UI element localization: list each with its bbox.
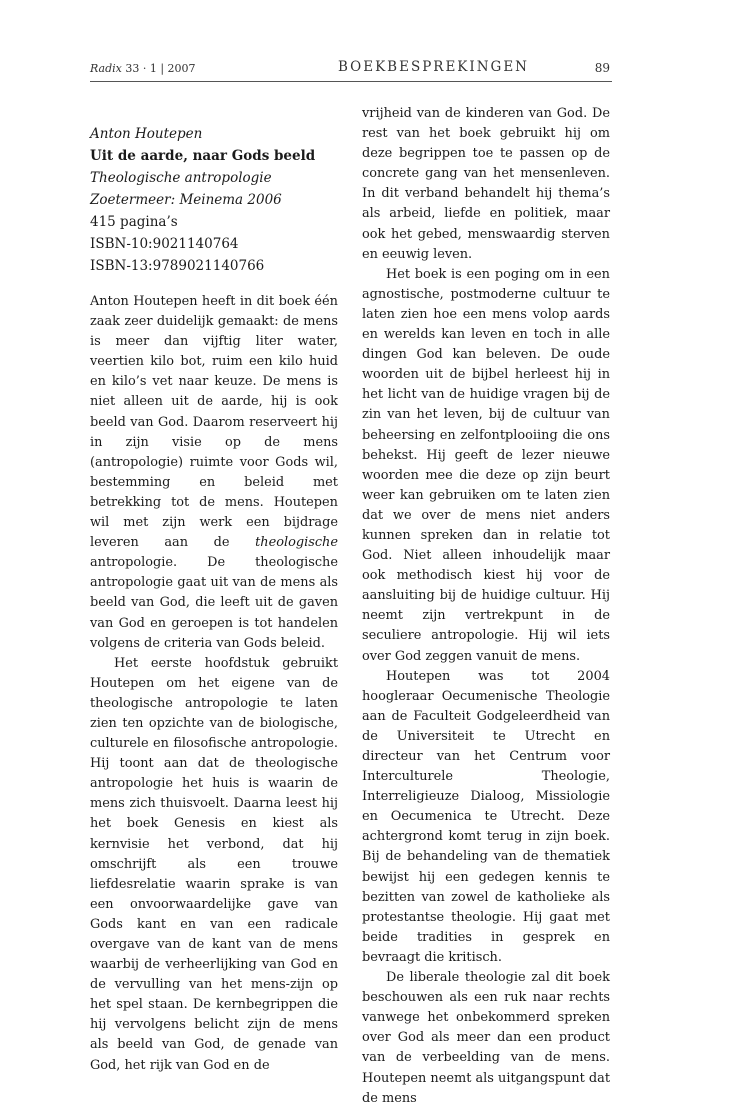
book-metadata	[90, 123, 340, 277]
paragraph: De liberale theologie zal dit boek beschouwen als een ruk naar rechts vanwege het onbekommerd spreken over God als meer dan een product van de verbeelding van de mens. Houtepen neemt als uitgangspunt dat de mens	[362, 970, 610, 1106]
paragraph-continued: vrijheid van de kinderen van God. De rest van het boek gebruikt hij om deze begrippen toe te passen op de concrete gang van het mensenleven. In dit verband behandelt hij thema’s als arbeid, liefde en politiek, maar ook het gebed, menswaardig sterven en eeuwig leven.	[362, 106, 610, 262]
journal-issue: 33 · 1 | 2007	[125, 62, 196, 75]
book-isbn10: ISBN-10:9021140764	[90, 236, 239, 252]
left-column	[90, 292, 338, 1076]
section-title: BOEKBESPREKINGEN	[338, 59, 529, 75]
page-number: 89	[594, 61, 610, 75]
journal-name: Radix	[90, 62, 122, 75]
book-pages: 415 pagina’s	[90, 214, 178, 230]
book-subtitle: Theologische antropologie	[90, 170, 272, 186]
paragraph: Het boek is een poging om in een agnostische, postmoderne cultuur te laten zien hoe een mens volop aards en werelds kan leven en toch in alle dingen God kan beleven. De oude woorden uit de bijbel herleest hij in het licht van de huidige vragen bij de zin van het leven, bij de cultuur van beheersing en zelfontplooiing die ons behekst. Hij geeft de lezer nieuwe woorden mee die deze op zijn beurt weer kan gebruiken om te laten zien dat we over de mens niet anders kunnen spreken dan in relatie tot God. Niet alleen inhoudelijk maar ook methodisch kiest hij voor de aansluiting bij de huidige cultuur. Hij neemt zijn vertrekpunt in de seculiere antropologie. Hij wil iets over God zeggen vanuit de mens.	[362, 266, 610, 664]
paragraph: Het eerste hoofdstuk gebruikt Houtepen om het eigene van de theologische antropologie te laten zien ten opzichte van de biologische, culturele en filosofische antropologie. Hij toont aan dat de theologische antropologie het huis is waarin de mens zich thuisvoelt. Daarna leest hij het boek Genesis en kiest als kernvisie het verbond, dat hij omschrijft als een trouwe liefdesrelatie waarin sprake is van een onvoorwaardelijke gave van Gods kant en van een radicale overgave van de kant van de mens waarbij de verheerlijking van God en de vervulling van het mens-zijn op het spel staan. De kernbegrippen die hij vervolgens belicht zijn de mens als beeld van God, de genade van God, het rijk van God en de	[90, 655, 338, 1073]
header-rule	[90, 81, 612, 82]
book-publisher: Zoetermeer: Meinema 2006	[90, 192, 282, 208]
journal-citation	[90, 62, 196, 75]
paragraph: Houtepen was tot 2004 hoogleraar Oecumenische Theologie aan de Faculteit Godgeleerdheid van de Universiteit te Utrecht en directeur van het Centrum voor Interculturele Theologie, Interreligieuze Dialoog, Missiologie en Oecumenica te Utrecht. Deze achtergrond komt terug in zijn boek. Bij de behandeling van de thematiek bewijst hij een gedegen kennis te bezitten van zowel de katholieke als protestantse theologie. Hij gaat met beide tradities in gesprek en bevraagt die kritisch.	[362, 668, 610, 965]
book-author: Anton Houtepen	[90, 126, 203, 142]
right-column	[362, 104, 610, 1109]
paragraph: Anton Houtepen heeft in dit boek één zaak zeer duidelijk gemaakt: de mens is meer dan vijftig liter water, veertien kilo bot, ruim een kilo huid en kilo’s vet naar keuze. De mens is niet alleen uit de aarde, hij is ook beeld van God. Daarom reserveert hij in zijn visie op de mens (antropologie) ruimte voor Gods wil, bestemming en beleid met betrekking tot de mens. Houtepen wil met zijn werk een bijdrage leveren aan de theologische antropologie. De theologische antropologie gaat uit van de mens als beeld van God, die leeft uit de gaven van God en geroepen is tot handelen volgens de criteria van Gods beleid.	[90, 294, 338, 651]
book-isbn13: ISBN-13:9789021140766	[90, 258, 265, 274]
emphasis: theologische	[255, 535, 338, 551]
running-header	[90, 58, 610, 78]
book-title: Uit de aarde, naar Gods beeld	[90, 148, 316, 164]
